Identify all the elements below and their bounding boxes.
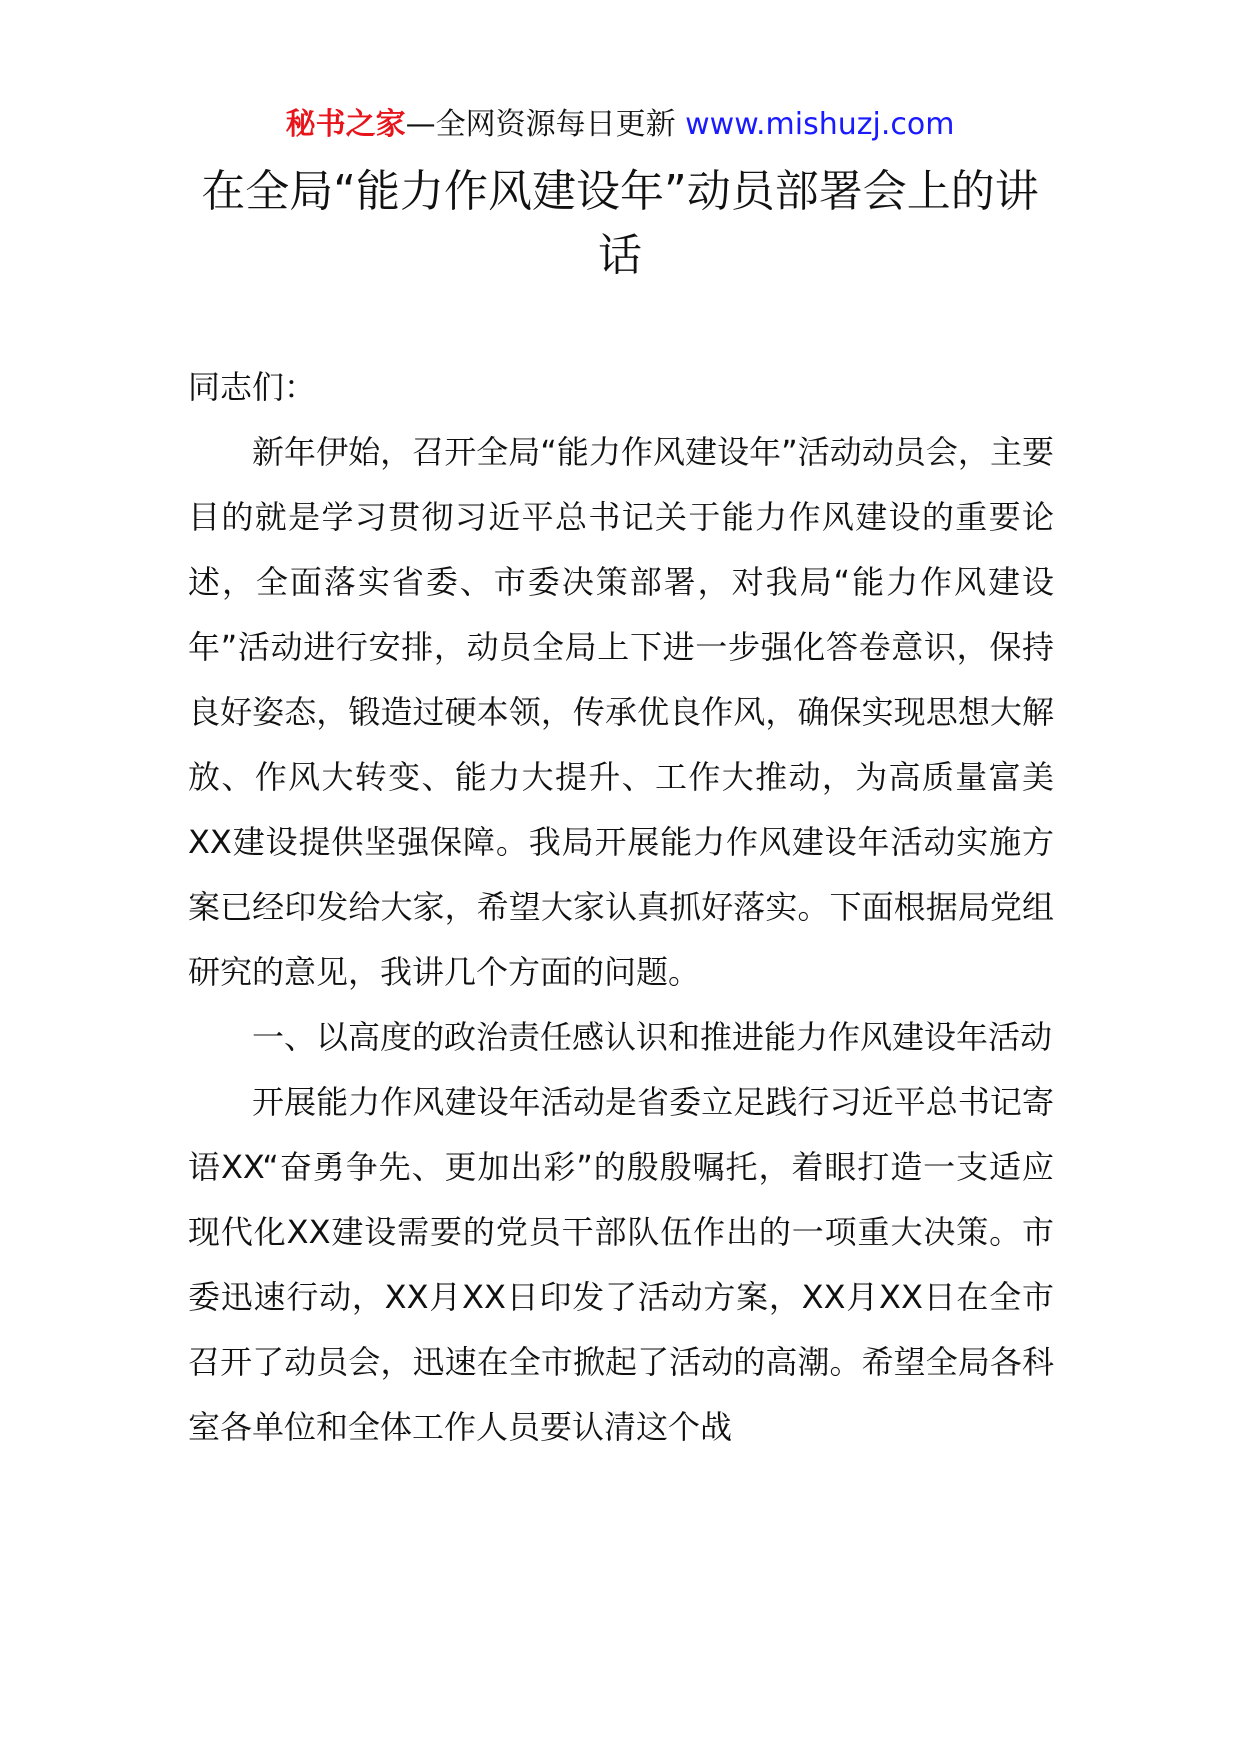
- site-url-link[interactable]: www.mishuzj.com: [685, 107, 955, 142]
- brand-name: 秘书之家: [285, 107, 406, 142]
- paragraph-intro: 新年伊始，召开全局“能力作风建设年”活动动员会，主要目的就是学习贯彻习近平总书记关于能力作风建设的重要论述，全面落实省委、市委决策部署，对我局“能力作风建设年”活动进行安排，动员全局上下进一步强化答卷意识，保持良好姿态，锻造过硬本领，传承优良作风，确保实现思想大解放、作风大转变、能力大提升、工作大推动，为高质量富美XX建设提供坚强保障。我局开展能力作风建设年活动实施方案已经印发给大家，希望大家认真抓好落实。下面根据局党组研究的意见，我讲几个方面的问题。: [188, 433, 1054, 991]
- header-tagline: —全网资源每日更新: [405, 107, 686, 142]
- section-heading-1: 一、以高度的政治责任感认识和推进能力作风建设年活动: [252, 1018, 1053, 1056]
- document-body: [188, 355, 1054, 1460]
- paragraph-section-1: 开展能力作风建设年活动是省委立足践行习近平总书记寄语XX“奋勇争先、更加出彩”的殷殷嘱托，着眼打造一支适应现代化XX建设需要的党员干部队伍作出的一项重大决策。市委迅速行动，XX月XX日印发了活动方案，XX月XX日在全市召开了动员会，迅速在全市掀起了活动的高潮。希望全局各科室各单位和全体工作人员要认清这个战: [188, 1083, 1054, 1446]
- document-title: 在全局“能力作风建设年”动员部署会上的讲话: [201, 166, 1039, 281]
- salutation: 同志们：: [188, 368, 317, 406]
- site-header: [0, 100, 1240, 150]
